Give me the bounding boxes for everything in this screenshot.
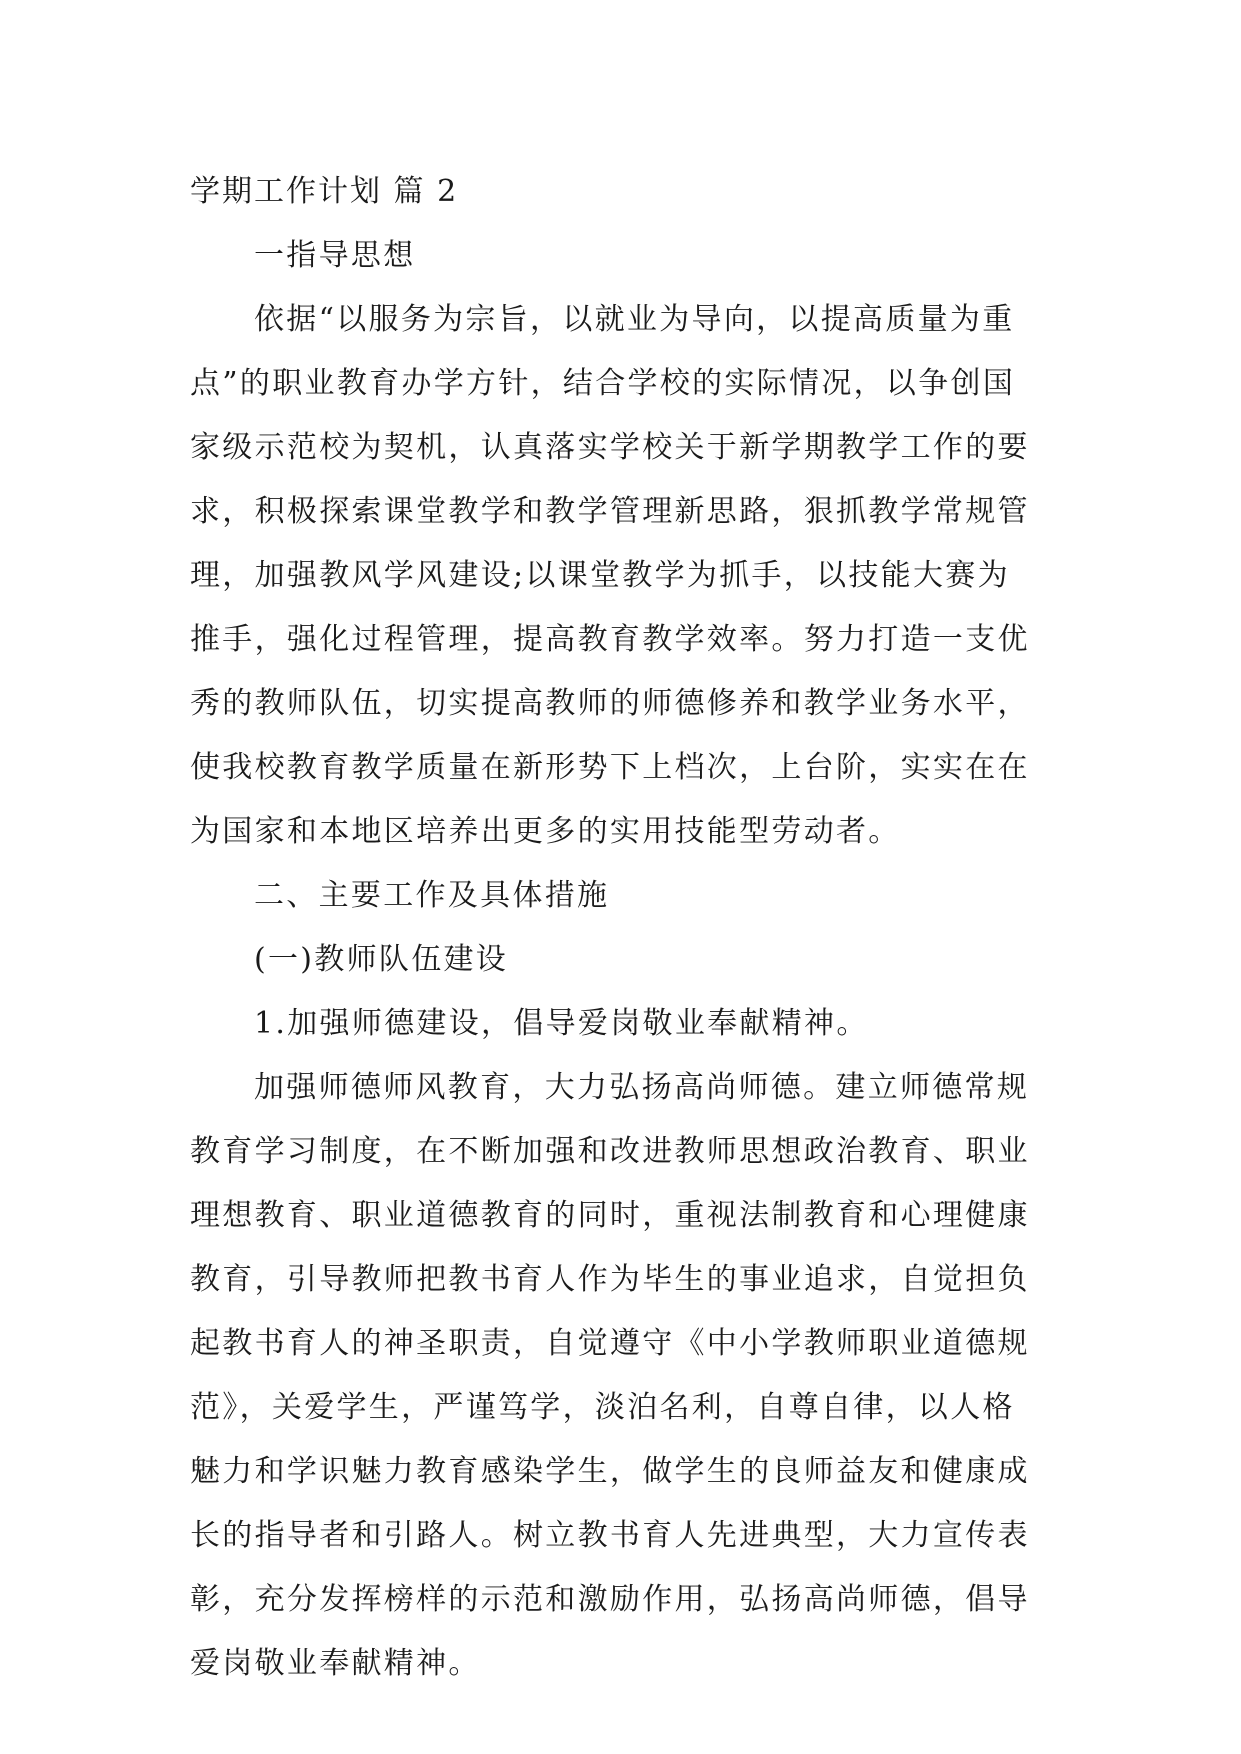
paragraph-line: 范》，关爱学生，严谨笃学，淡泊名利，自尊自律，以人格 bbox=[190, 1390, 1015, 1425]
paragraph-line: 秀的教师队伍，切实提高教师的师德修养和教学业务水平， bbox=[190, 686, 1030, 721]
paragraph-ethics bbox=[190, 1056, 1070, 1696]
paragraph-line: 为国家和本地区培养出更多的实用技能型劳动者。 bbox=[190, 814, 901, 849]
section-heading-guiding-thought: 一指导思想 bbox=[254, 238, 416, 273]
paragraph-line: 爱岗敬业奉献精神。 bbox=[190, 1646, 481, 1681]
paragraph-line: 起教书育人的神圣职责，自觉遵守《中小学教师职业道德规 bbox=[190, 1326, 1030, 1361]
paragraph-line: 依据“以服务为宗旨，以就业为导向，以提高质量为重 bbox=[254, 302, 1015, 337]
item-heading-ethics: 1.加强师德建设，倡导爱岗敬业奉献精神。 bbox=[254, 1006, 869, 1041]
section-heading-main-work: 二、主要工作及具体措施 bbox=[254, 878, 610, 913]
paragraph-line: 彰，充分发挥榜样的示范和激励作用，弘扬高尚师德，倡导 bbox=[190, 1582, 1030, 1617]
paragraph-line: 使我校教育教学质量在新形势下上档次，上台阶，实实在在 bbox=[190, 750, 1030, 785]
paragraph-line: 加强师德师风教育，大力弘扬高尚师德。建立师德常规 bbox=[254, 1070, 1030, 1105]
paragraph-line: 理，加强教风学风建设;以课堂教学为抓手，以技能大赛为 bbox=[190, 558, 1010, 593]
paragraph-line: 推手，强化过程管理，提高教育教学效率。努力打造一支优 bbox=[190, 622, 1030, 657]
document-body bbox=[190, 160, 1070, 1696]
paragraph-line: 长的指导者和引路人。树立教书育人先进典型，大力宣传表 bbox=[190, 1518, 1030, 1553]
paragraph-line: 点”的职业教育办学方针，结合学校的实际情况，以争创国 bbox=[190, 366, 1016, 401]
paragraph-line: 求，积极探索课堂教学和教学管理新思路，狠抓教学常规管 bbox=[190, 494, 1030, 529]
paragraph-line: 教育，引导教师把教书育人作为毕生的事业追求，自觉担负 bbox=[190, 1262, 1030, 1297]
paragraph-line: 家级示范校为契机，认真落实学校关于新学期教学工作的要 bbox=[190, 430, 1030, 465]
paragraph-guiding-thought bbox=[190, 288, 1070, 864]
document-title: 学期工作计划 篇 2 bbox=[190, 174, 459, 209]
subsection-heading-teacher-team: (一)教师队伍建设 bbox=[254, 942, 509, 977]
paragraph-line: 魅力和学识魅力教育感染学生，做学生的良师益友和健康成 bbox=[190, 1454, 1030, 1489]
paragraph-line: 教育学习制度，在不断加强和改进教师思想政治教育、职业 bbox=[190, 1134, 1030, 1169]
paragraph-line: 理想教育、职业道德教育的同时，重视法制教育和心理健康 bbox=[190, 1198, 1030, 1233]
